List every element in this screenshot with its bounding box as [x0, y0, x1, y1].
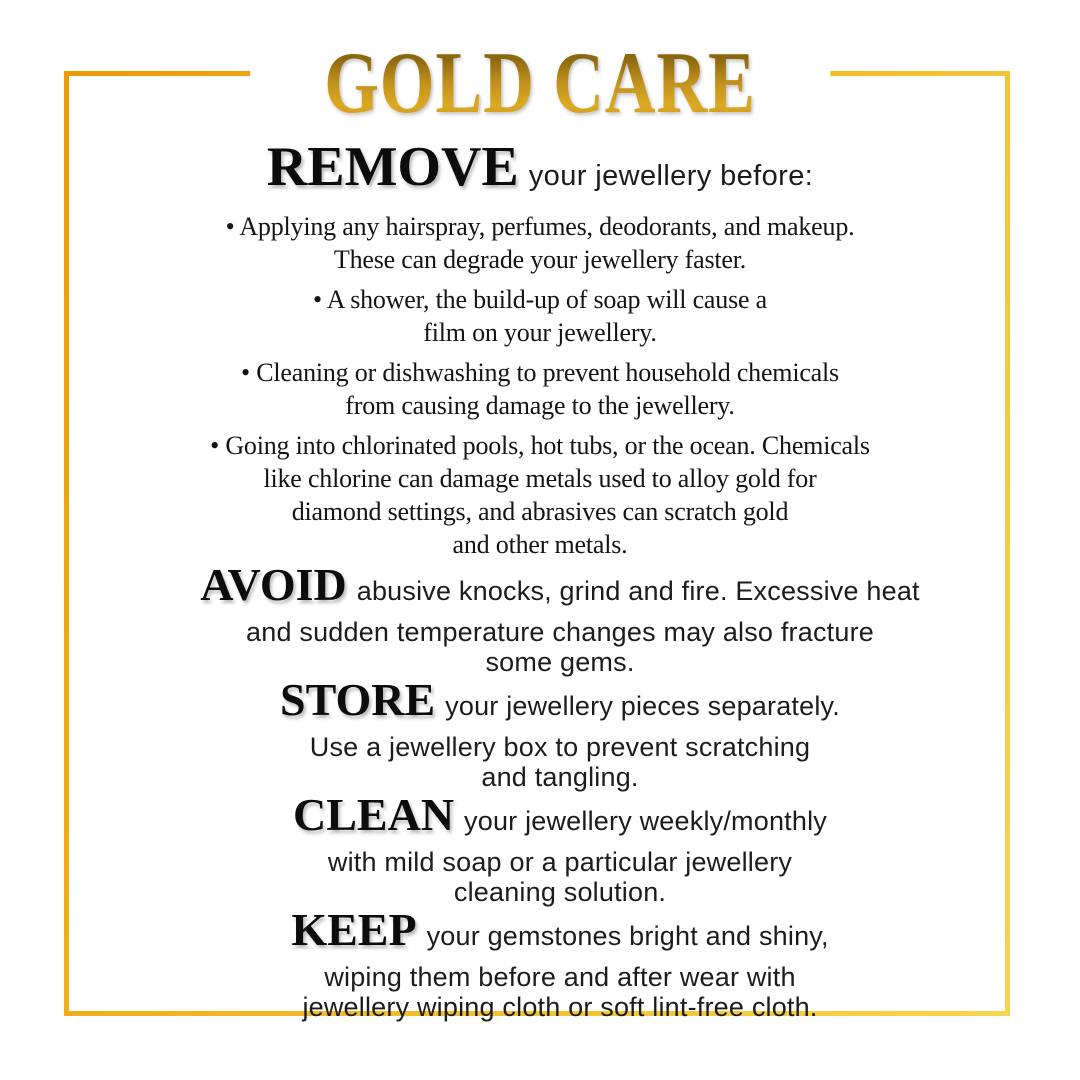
bullet-item-hairspray [110, 210, 970, 276]
bullet-line: diamond settings, and abrasives can scratch gold [291, 497, 789, 526]
section-keep [90, 904, 1030, 1022]
clean-keyword: CLEAN [293, 789, 455, 840]
section-line: and sudden temperature changes may also fracture [246, 617, 874, 647]
section-line: Use a jewellery box to prevent scratching [309, 732, 811, 762]
bullet-line: These can degrade your jewellery faster. [333, 245, 747, 274]
avoid-keyword: AVOID [200, 559, 347, 610]
bullet-line: • A shower, the build-up of soap will cause a [313, 285, 767, 314]
page-title-text: GOLD CARE [324, 35, 756, 132]
section-first-line [90, 789, 1030, 847]
bullet-line: like chlorine can damage metals used to alloy gold for [263, 464, 817, 493]
section-first-line [90, 674, 1030, 732]
store-keyword: STORE [280, 674, 436, 725]
bullet-line: • Cleaning or dishwashing to prevent household chemicals [241, 358, 839, 387]
section-avoid [90, 559, 1030, 677]
section-line: some gems. [485, 647, 635, 677]
bullet-item-cleaning [110, 356, 970, 422]
care-sections [90, 559, 1030, 1024]
bullet-item-pools [110, 429, 970, 561]
section-first-line [90, 559, 1030, 617]
section-text: your jewellery weekly/monthly [464, 806, 827, 836]
bullet-line: • Going into chlorinated pools, hot tubs, or the ocean. Chemicals [210, 431, 870, 460]
section-line: and tangling. [481, 762, 639, 792]
bullet-line: • Applying any hairspray, perfumes, deodorants, and makeup. [225, 212, 855, 241]
bullet-line: from causing damage to the jewellery. [345, 391, 735, 420]
bullet-item-shower [110, 283, 970, 349]
section-clean [90, 789, 1030, 907]
section-text: abusive knocks, grind and fire. Excessive heat [356, 576, 920, 606]
section-store [90, 674, 1030, 792]
section-line: wiping them before and after wear with [324, 962, 796, 992]
keep-keyword: KEEP [291, 904, 417, 955]
page-title [250, 35, 830, 132]
bullet-line: film on your jewellery. [423, 318, 657, 347]
remove-heading [0, 138, 1080, 210]
section-line: cleaning solution. [453, 877, 667, 907]
remove-intro: your jewellery before: [528, 160, 814, 192]
remove-bullet-list [110, 210, 970, 568]
bullet-line: and other metals. [452, 530, 628, 559]
section-first-line [90, 904, 1030, 962]
remove-keyword: REMOVE [266, 136, 519, 198]
section-text: your jewellery pieces separately. [445, 691, 840, 721]
section-line: jewellery wiping cloth or soft lint-free cloth. [302, 992, 818, 1022]
section-line: with mild soap or a particular jewellery [327, 847, 793, 877]
section-text: your gemstones bright and shiny, [426, 921, 829, 951]
